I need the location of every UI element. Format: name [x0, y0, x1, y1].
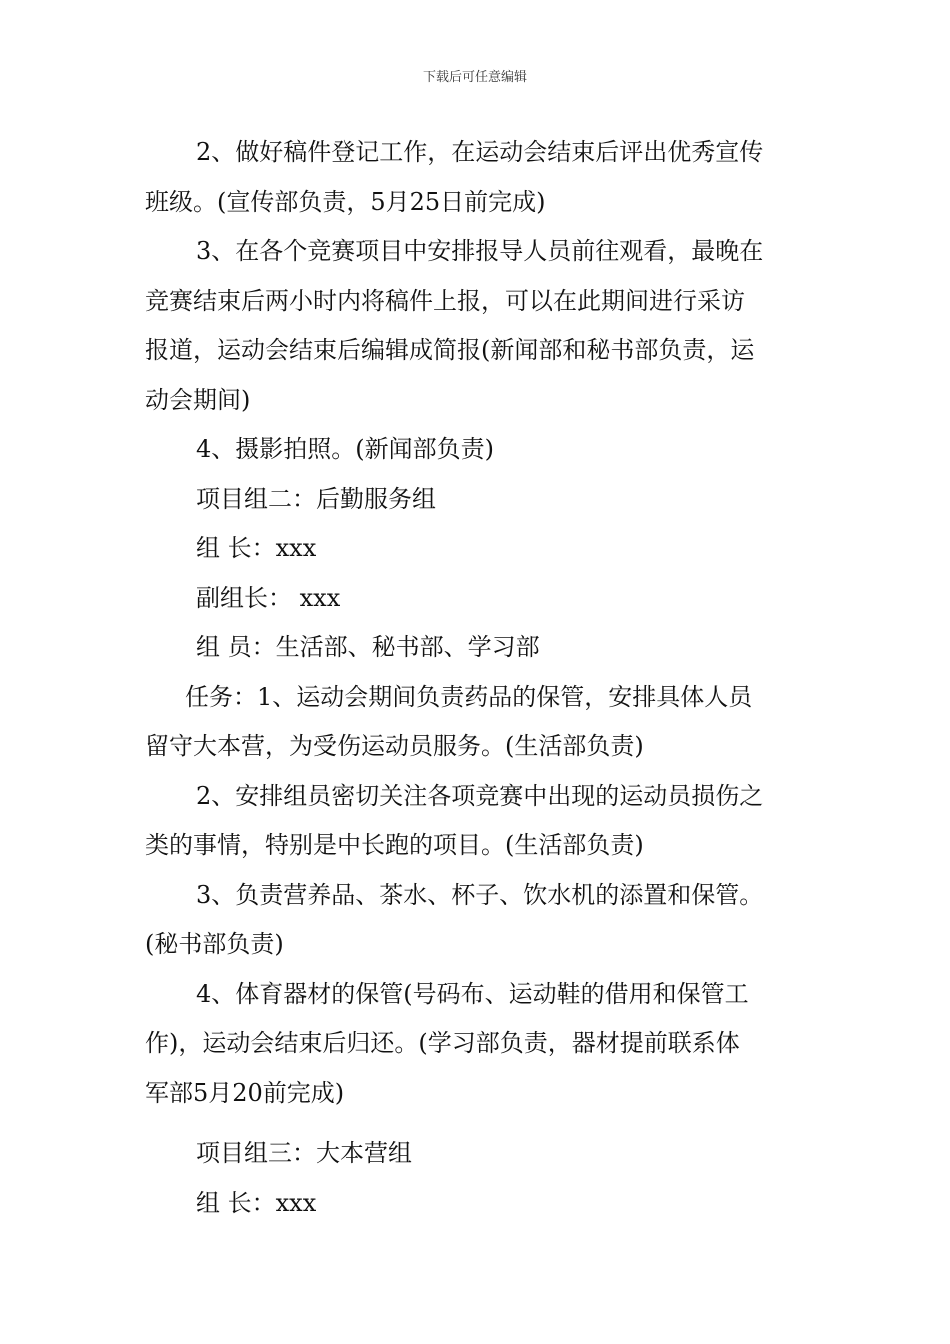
paragraph-line: (秘书部负责): [145, 930, 284, 958]
group-leader: 组 长：xxx: [196, 534, 317, 562]
section-heading: 项目组三：大本营组: [196, 1139, 412, 1167]
section-heading: 项目组二：后勤服务组: [196, 484, 436, 513]
paragraph-line: 4、摄影拍照。(新闻部负责): [196, 435, 494, 463]
group-members: 组 员：生活部、秘书部、学习部: [196, 633, 540, 661]
paragraph-line: 作)，运动会结束后归还。(学习部负责，器材提前联系体: [145, 1029, 740, 1057]
paragraph-line: 3、在各个竞赛项目中安排报导人员前往观看，最晚在: [196, 237, 764, 265]
paragraph-line: 动会期间): [145, 385, 251, 414]
page-header: 下载后可任意编辑: [422, 70, 527, 85]
group-leader: 组 长：xxx: [196, 1188, 317, 1217]
paragraph-line: 2、安排组员密切关注各项竞赛中出现的运动员损伤之: [196, 781, 764, 810]
group-deputy-leader: 副组长： xxx: [196, 583, 341, 612]
paragraph-line: 军部5月20前完成): [145, 1078, 345, 1107]
paragraph-line: 班级。(宣传部负责，5月25日前完成): [145, 187, 546, 216]
paragraph-line: 类的事情，特别是中长跑的项目。(生活部负责): [145, 831, 644, 859]
document-body: [145, 128, 807, 1228]
paragraph-line: 竞赛结束后两小时内将稿件上报，可以在此期间进行采访: [145, 286, 745, 315]
paragraph-line: 留守大本营，为受伤运动员服务。(生活部负责): [145, 732, 644, 760]
paragraph-line: 报道，运动会结束后编辑成简报(新闻部和秘书部负责，运: [145, 336, 755, 364]
paragraph-line: 4、体育器材的保管(号码布、运动鞋的借用和保管工: [196, 979, 749, 1008]
paragraph-line: 3、负责营养品、茶水、杯子、饮水机的添置和保管。: [196, 880, 764, 909]
paragraph-line: 2、做好稿件登记工作，在运动会结束后评出优秀宣传: [196, 138, 764, 166]
paragraph-line: 任务：1、运动会期间负责药品的保管，安排具体人员: [185, 682, 753, 711]
